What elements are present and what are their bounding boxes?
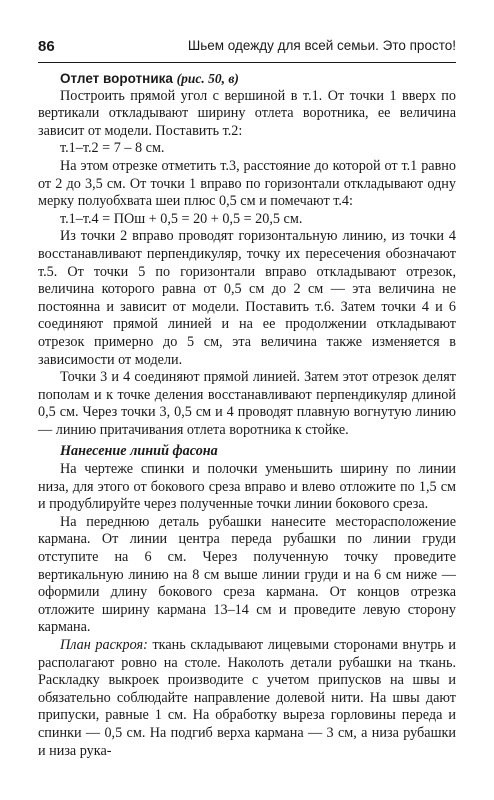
section-heading-collar xyxy=(38,70,456,88)
paragraph: На чертеже спинки и полочки уменьшить ширину по линии низа, для этого от бокового среза вправо и влево отложите по 1,5 см и продублируйте через полученные точки линии бокового среза. xyxy=(38,461,456,513)
paragraph: Из точки 2 вправо проводят горизонтальную линию, из точки 4 восстанавливают перпендикуляр, точку их пересечения обозначают т.5. От точки 5 по горизонтали вправо откладывают отрезок, величина которого равна от 0,5 см до 2 см — эта величина не постоянна и зависит от модели. Поставить т.6. Затем точки 4 и 6 соединяют прямой линией и на ее продолжении откладывают отрезок примерно до 5 см, эта величина также изменяется в зависимости от модели. xyxy=(38,228,456,368)
running-head: Шьем одежду для всей семьи. Это просто! xyxy=(187,38,456,53)
section-heading-text: Отлет воротника xyxy=(60,71,173,86)
page-body xyxy=(38,70,456,760)
paragraph: Точки 3 и 4 соединяют прямой линией. Затем этот отрезок делят пополам и к точке деления восстанавливают перпендикуляр длиной 0,5 см. Через точки 3, 0,5 см и 4 проводят плавную вогнутую линию — линию притачивания отлета воротника к стойке. xyxy=(38,369,456,438)
paragraph: На переднюю деталь рубашки нанесите месторасположение кармана. От линии центра переда рубашки по линии груди отступите на 6 см. Через полученную точку проведите вертикальную линию на 8 см выше линии груди и на 6 см ниже — оформили длину бокового среза кармана. От концов отрезка отложите ширину кармана 13–14 см и проведите левую сторону кармана. xyxy=(38,513,456,636)
paragraph-cutting-plan xyxy=(38,637,456,760)
formula: т.1–т.2 = 7 – 8 см. xyxy=(60,140,165,157)
formula: т.1–т.4 = ПОш + 0,5 = 20 + 0,5 = 20,5 см. xyxy=(60,210,303,227)
paragraph: На этом отрезке отметить т.3, расстояние до которой от т.1 равно от 2 до 3,5 см. От точки 1 вправо по горизонтали откладывают одну мерку полуобхвата шеи плюс 0,5 см и помечают т.4: xyxy=(38,157,456,210)
paragraph-text: ткань складывают лицевыми сторонами внутрь и располагают ровно на столе. Наколоть детали рубашки на ткань. Раскладку выкроек производите с учетом припусков на швы и обязательно соблюдайте направление долевой нити. На швы дают припуски, равные 1 см. На обработку выреза горловины переда и спинки — 0,5 см. На подгиб верха кармана — 3 см, а низа рубашки и низа рука- xyxy=(38,637,456,759)
run-in-heading: План раскроя: xyxy=(60,637,148,653)
page-number: 86 xyxy=(38,38,55,55)
paragraph: Построить прямой угол с вершиной в т.1. От точки 1 вверх по вертикали откладывают ширину отлета воротника, ее величина зависит от модели. Поставить т.2: xyxy=(38,87,456,139)
section-heading-style-lines: Нанесение линий фасона xyxy=(60,443,218,460)
figure-reference: (рис. 50, в) xyxy=(176,71,239,86)
page-header xyxy=(38,36,456,63)
